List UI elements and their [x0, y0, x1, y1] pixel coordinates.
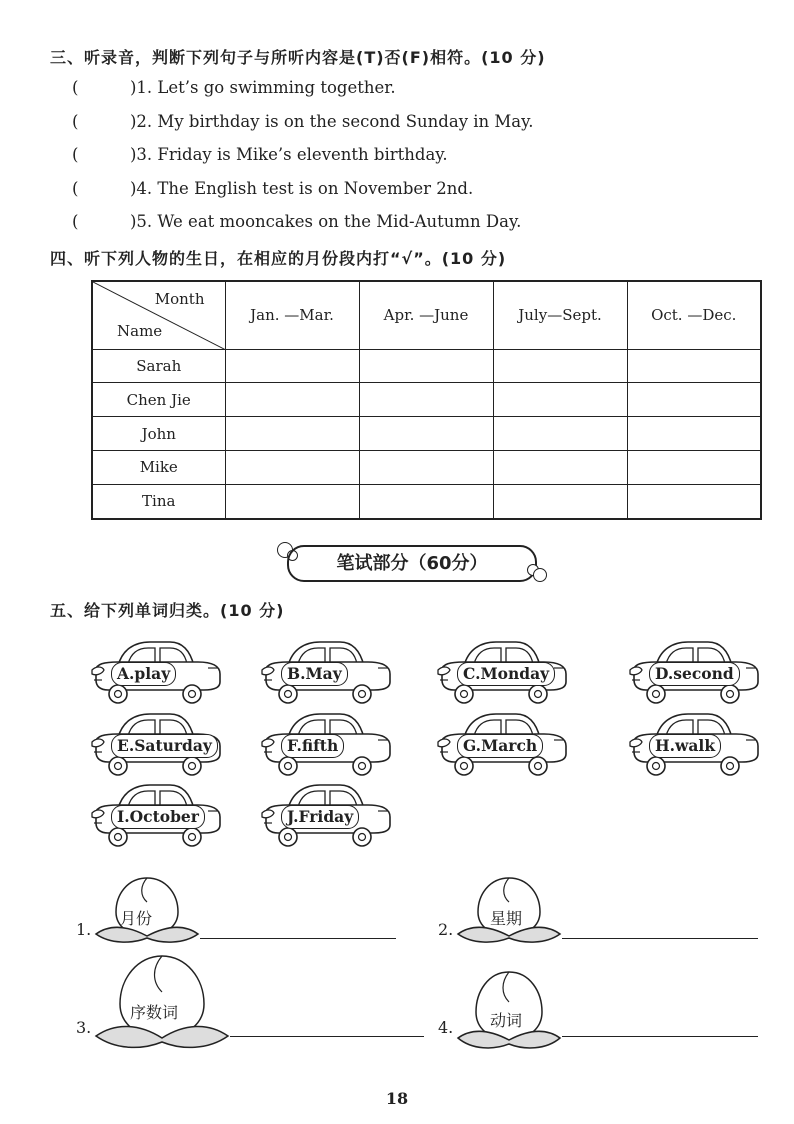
answer-line[interactable] [562, 1036, 758, 1037]
answer-cell[interactable] [359, 484, 493, 519]
peach-label: 序数词 [130, 1003, 179, 1022]
judgement-item-4: ( )4. The English test is on November 2nd. [72, 179, 474, 198]
answer-line[interactable] [230, 1036, 424, 1037]
peach-label: 动词 [490, 1011, 523, 1030]
column-header-jan-mar: Jan. —Mar. [225, 281, 359, 349]
word-car [434, 640, 569, 710]
word-car [626, 640, 761, 710]
category-number: 3. [76, 1018, 92, 1037]
judgement-item-1: ( )1. Let’s go swimming together. [72, 78, 396, 97]
answer-cell[interactable] [359, 383, 493, 417]
answer-cell[interactable] [627, 383, 761, 417]
row-name: Chen Jie [92, 383, 225, 417]
word-car [88, 783, 223, 853]
word-car [258, 783, 393, 853]
peach-verb [454, 966, 564, 1056]
answer-cell[interactable] [627, 349, 761, 383]
answer-cell[interactable] [493, 417, 627, 451]
answer-cell[interactable] [225, 383, 359, 417]
answer-cell[interactable] [627, 450, 761, 484]
word-label: G.March [457, 734, 543, 758]
answer-cell[interactable] [493, 484, 627, 519]
answer-cell[interactable] [627, 484, 761, 519]
bubble-icon [533, 568, 547, 582]
category-number: 2. [438, 920, 454, 939]
word-label: D.second [649, 662, 740, 686]
answer-line[interactable] [562, 938, 758, 939]
corner-month-label: Month [154, 290, 205, 308]
word-label: I.October [111, 805, 205, 829]
column-header-oct-dec: Oct. —Dec. [627, 281, 761, 349]
word-car [258, 640, 393, 710]
column-header-july-sept: July—Sept. [493, 281, 627, 349]
answer-cell[interactable] [493, 450, 627, 484]
word-car [88, 640, 223, 710]
page-number: 18 [385, 1089, 409, 1108]
word-label: F.fifth [281, 734, 344, 758]
answer-cell[interactable] [493, 383, 627, 417]
table-row [92, 450, 761, 484]
answer-cell[interactable] [225, 484, 359, 519]
column-header-apr-june: Apr. —June [359, 281, 493, 349]
written-part-banner [275, 542, 545, 582]
word-car [626, 712, 761, 782]
word-car [258, 712, 393, 782]
answer-cell[interactable] [493, 349, 627, 383]
peach-weekday [454, 872, 564, 948]
peach-month [92, 872, 202, 948]
category-number: 4. [438, 1018, 454, 1037]
row-name: Mike [92, 450, 225, 484]
peach-label: 月份 [120, 909, 153, 928]
word-label: J.Friday [281, 805, 359, 829]
birthday-table [91, 280, 762, 520]
word-car [434, 712, 569, 782]
table-row [92, 484, 761, 519]
word-label: A.play [111, 662, 176, 686]
word-label: E.Saturday [111, 734, 218, 758]
answer-line[interactable] [200, 938, 396, 939]
answer-cell[interactable] [225, 417, 359, 451]
word-car [88, 712, 223, 782]
table-row [92, 383, 761, 417]
row-name: John [92, 417, 225, 451]
table-row [92, 417, 761, 451]
answer-cell[interactable] [225, 450, 359, 484]
corner-name-label: Name [117, 321, 163, 340]
category-number: 1. [76, 920, 92, 939]
peach-ordinal [92, 950, 232, 1056]
answer-cell[interactable] [359, 417, 493, 451]
table-corner-cell [92, 281, 225, 349]
judgement-item-2: ( )2. My birthday is on the second Sunday in May. [72, 112, 534, 131]
row-name: Sarah [92, 349, 225, 383]
row-name: Tina [92, 484, 225, 519]
judgement-item-5: ( )5. We eat mooncakes on the Mid-Autumn Day. [72, 212, 522, 231]
peach-label: 星期 [490, 909, 523, 928]
judgement-item-3: ( )3. Friday is Mike’s eleventh birthday. [72, 145, 448, 164]
word-label: B.May [281, 662, 348, 686]
answer-cell[interactable] [627, 417, 761, 451]
banner-label: 笔试部分（60分） [287, 545, 537, 582]
section3-heading: 三、听录音，判断下列句子与所听内容是(T)否(F)相符。(10 分) [50, 48, 546, 67]
answer-cell[interactable] [225, 349, 359, 383]
section5-heading: 五、给下列单词归类。(10 分) [50, 601, 285, 620]
word-label: C.Monday [457, 662, 555, 686]
table-row [92, 349, 761, 383]
answer-cell[interactable] [359, 450, 493, 484]
answer-cell[interactable] [359, 349, 493, 383]
word-label: H.walk [649, 734, 721, 758]
section4-heading: 四、听下列人物的生日，在相应的月份段内打“√”。(10 分) [50, 249, 507, 268]
